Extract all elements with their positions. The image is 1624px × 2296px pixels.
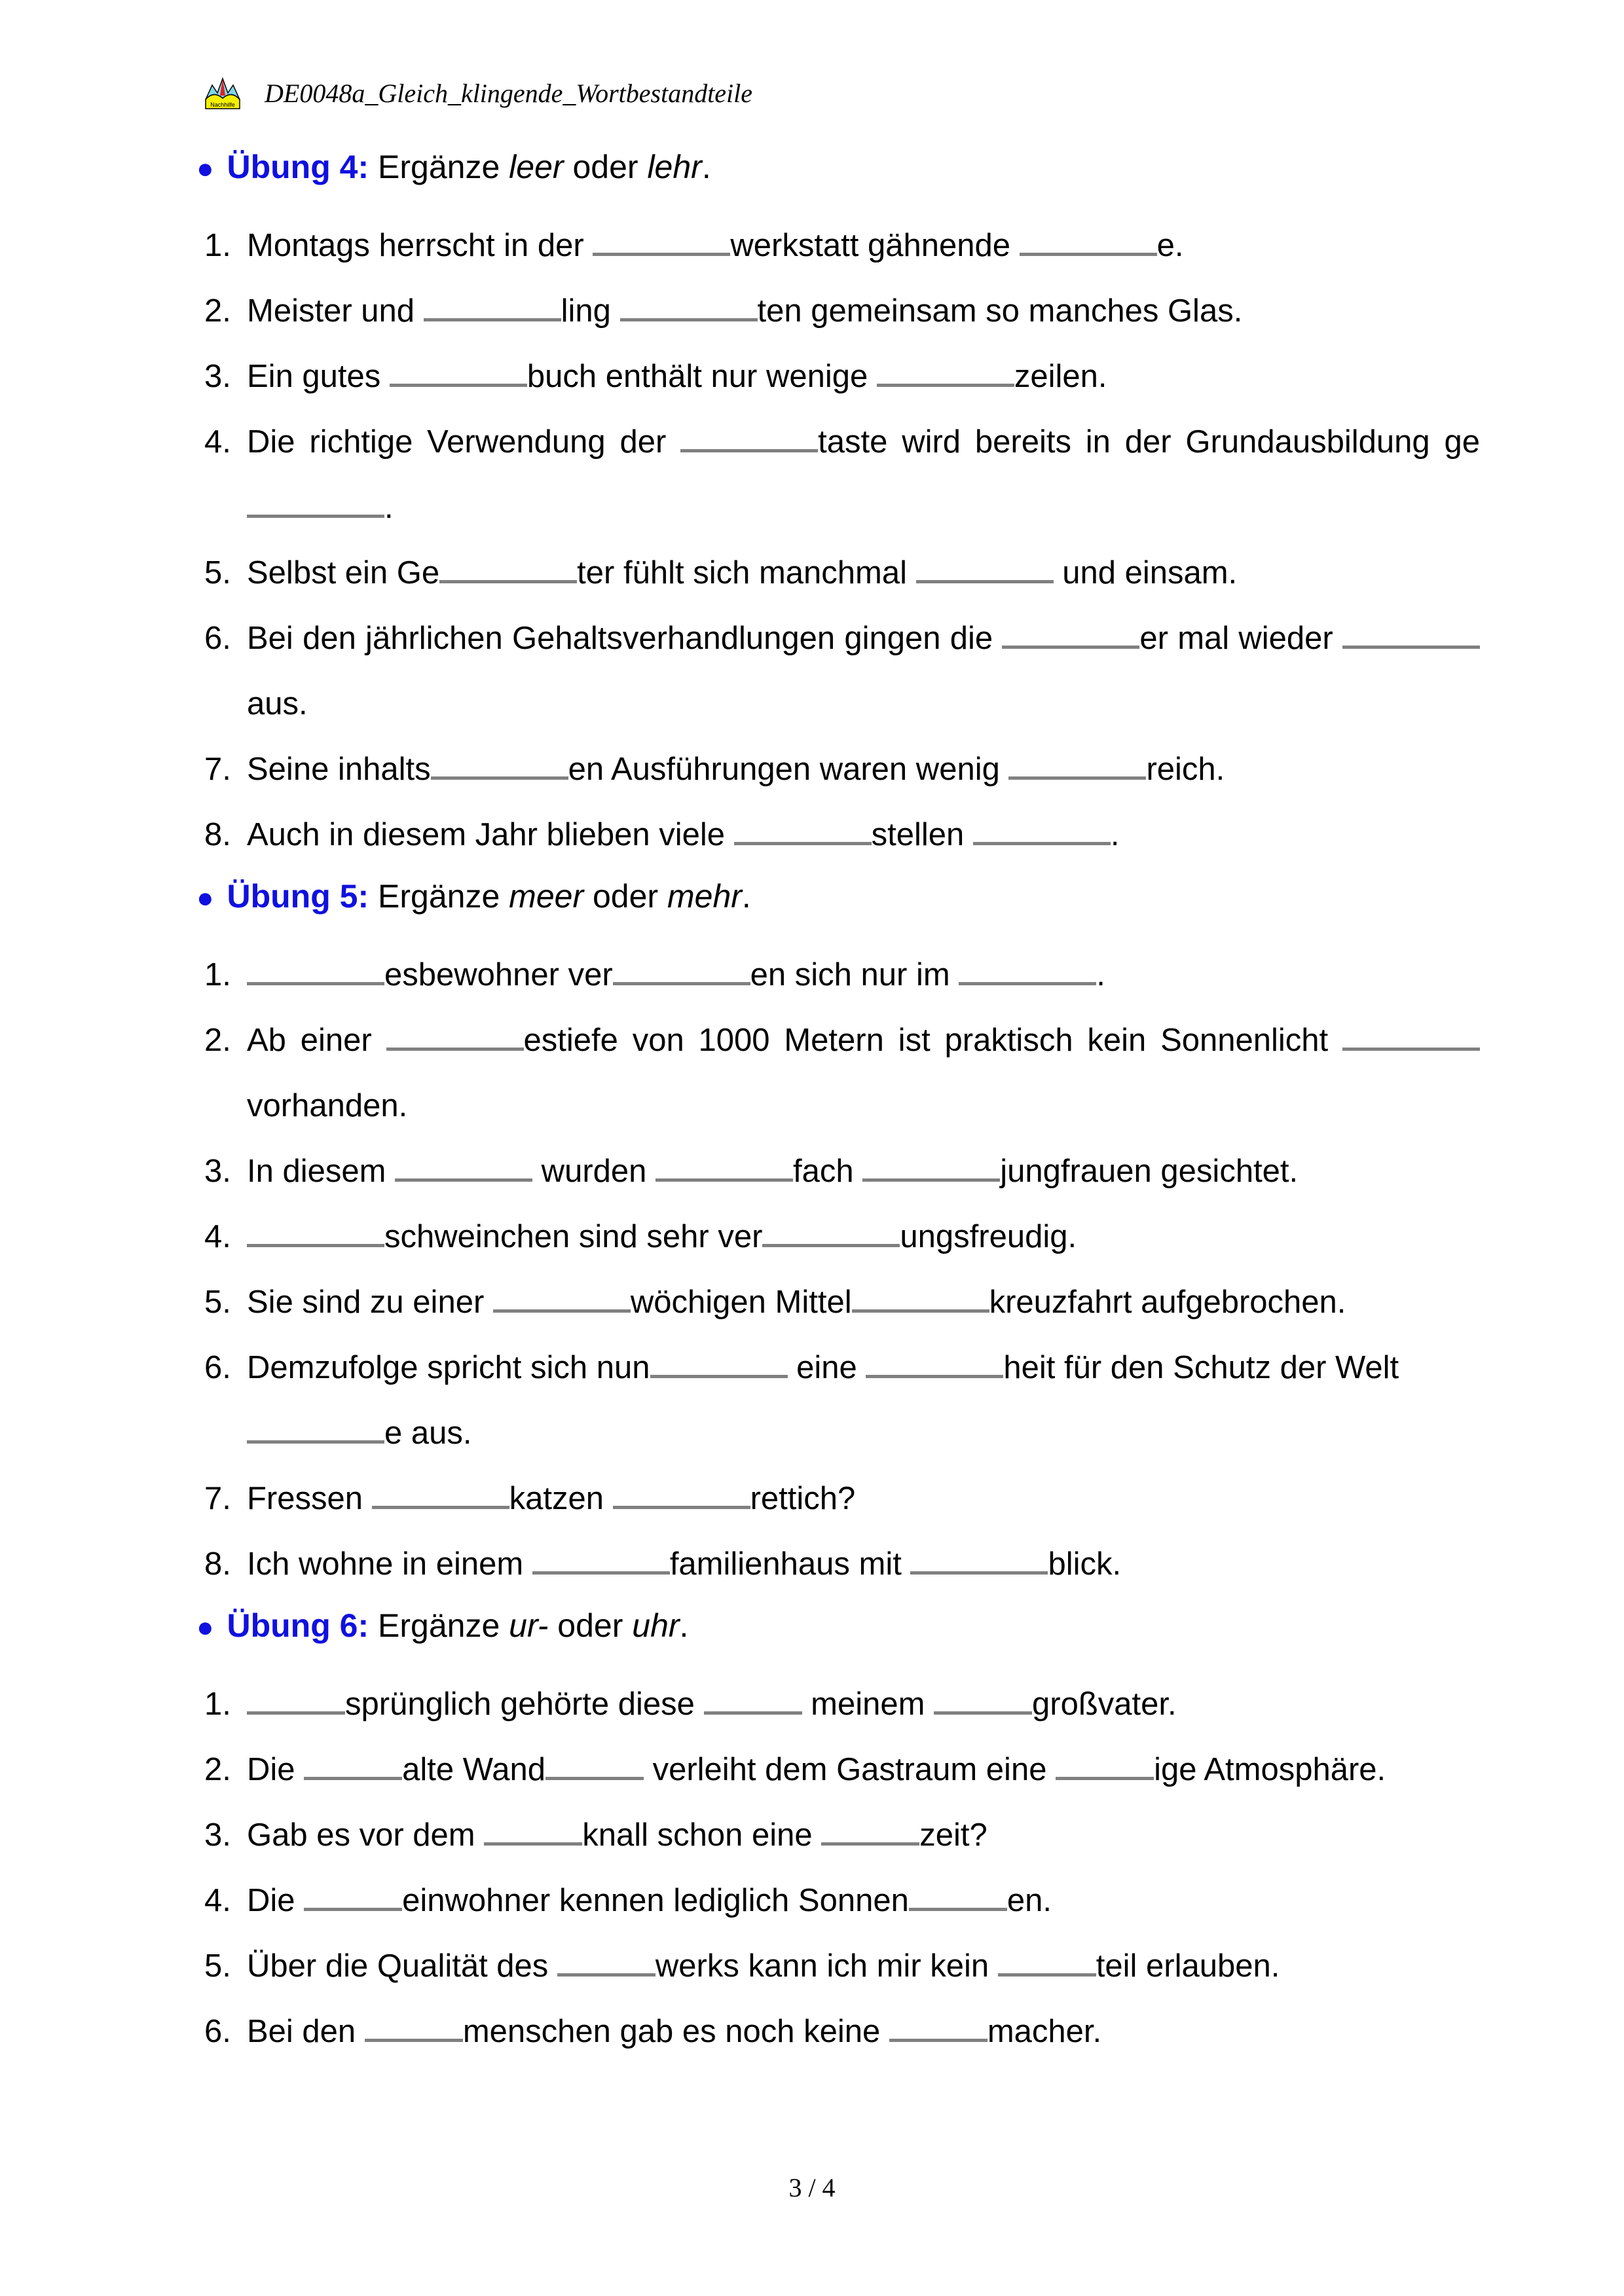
answer-blank[interactable] bbox=[593, 227, 730, 256]
item-number: 3. bbox=[204, 1154, 231, 1189]
exercise-item bbox=[196, 1802, 1480, 1868]
exercise-item bbox=[196, 737, 1480, 802]
item-text: einwohner kennen lediglich Sonnen bbox=[402, 1883, 909, 1918]
answer-blank[interactable] bbox=[545, 1751, 644, 1780]
exercise-item bbox=[196, 1466, 1480, 1531]
item-number: 1. bbox=[204, 1686, 231, 1722]
item-text: ten gemeinsam so manches Glas. bbox=[757, 293, 1243, 329]
answer-blank[interactable] bbox=[372, 1480, 509, 1509]
answer-blank[interactable] bbox=[866, 1349, 1003, 1378]
page-number: 3 / 4 bbox=[788, 2173, 836, 2202]
item-number: 7. bbox=[204, 1481, 231, 1516]
exercise-label: Übung 6: bbox=[227, 1607, 369, 1644]
item-text: Sie sind zu einer bbox=[247, 1285, 493, 1320]
exercise-item bbox=[196, 540, 1480, 606]
answer-blank[interactable] bbox=[852, 1283, 989, 1313]
page-header bbox=[204, 73, 752, 113]
option-one: ur- bbox=[509, 1607, 549, 1644]
answer-blank[interactable] bbox=[390, 357, 527, 387]
item-text: verleiht dem Gastraum eine bbox=[643, 1752, 1056, 1787]
instruction-text: Ergänze bbox=[378, 149, 500, 185]
item-text: alte Wand bbox=[402, 1752, 545, 1787]
item-number: 6. bbox=[204, 621, 231, 656]
exercise-section bbox=[196, 1606, 1480, 2064]
bullet-icon: ● bbox=[196, 153, 214, 185]
item-number: 6. bbox=[204, 1350, 231, 1385]
item-text: ungsfreudig. bbox=[900, 1219, 1077, 1254]
answer-blank[interactable] bbox=[704, 1685, 802, 1715]
answer-blank[interactable] bbox=[247, 1414, 384, 1444]
item-text: zeit? bbox=[919, 1817, 987, 1853]
item-text: heit für den Schutz der Welt bbox=[1003, 1350, 1399, 1385]
item-text: teil erlauben. bbox=[1096, 1948, 1280, 1984]
option-two: uhr bbox=[632, 1607, 680, 1644]
item-text: kreuzfahrt aufgebrochen. bbox=[989, 1285, 1346, 1320]
item-text: taste wird bereits in der Grundausbildung ge bbox=[818, 424, 1480, 460]
item-text: werkstatt gähnende bbox=[730, 228, 1020, 263]
answer-blank[interactable] bbox=[557, 1947, 655, 1977]
item-text: Fressen bbox=[247, 1481, 372, 1516]
nachhilfe-logo-icon bbox=[204, 76, 241, 110]
item-text: Über die Qualität des bbox=[247, 1948, 557, 1984]
exercise-item bbox=[196, 1139, 1480, 1204]
item-text: ling bbox=[561, 293, 620, 329]
item-text: Ab einer bbox=[247, 1023, 386, 1058]
item-text: Die bbox=[247, 1883, 304, 1918]
item-text: menschen gab es noch keine bbox=[462, 2014, 889, 2049]
exercise-item bbox=[196, 1204, 1480, 1269]
answer-blank[interactable] bbox=[304, 1882, 402, 1911]
item-text: und einsam. bbox=[1053, 555, 1238, 591]
exercise-item bbox=[196, 409, 1480, 540]
item-number: 3. bbox=[204, 1817, 231, 1853]
item-text: sprünglich gehörte diese bbox=[345, 1686, 704, 1722]
answer-blank[interactable] bbox=[395, 1152, 532, 1182]
worksheet-content bbox=[196, 147, 1480, 2073]
item-number: 4. bbox=[204, 424, 231, 460]
answer-blank[interactable] bbox=[484, 1816, 582, 1846]
item-text: en sich nur im bbox=[750, 957, 959, 993]
item-number: 8. bbox=[204, 1546, 231, 1582]
item-text: wurden bbox=[532, 1154, 655, 1189]
answer-blank[interactable] bbox=[424, 292, 561, 321]
item-number: 1. bbox=[204, 228, 231, 263]
answer-blank[interactable] bbox=[762, 1218, 900, 1247]
exercise-item bbox=[196, 1531, 1480, 1597]
item-text: Ein gutes bbox=[247, 359, 390, 394]
item-text: er mal wieder bbox=[1139, 621, 1342, 656]
item-text: en Ausführungen waren wenig bbox=[568, 752, 1009, 787]
item-text: aus. bbox=[247, 686, 308, 721]
item-text: großvater. bbox=[1032, 1686, 1177, 1722]
answer-blank[interactable] bbox=[1002, 619, 1139, 649]
answer-blank[interactable] bbox=[680, 423, 818, 452]
option-one: leer bbox=[509, 149, 564, 185]
answer-blank[interactable] bbox=[365, 2013, 463, 2042]
item-number: 2. bbox=[204, 1752, 231, 1787]
exercise-item bbox=[196, 213, 1480, 278]
document-title: DE0048a_Gleich_klingende_Wortbestandteile bbox=[265, 78, 753, 108]
exercise-item bbox=[196, 1269, 1480, 1335]
connector-text: oder bbox=[557, 1607, 623, 1644]
answer-blank[interactable] bbox=[1056, 1751, 1154, 1780]
item-text: ige Atmosphäre. bbox=[1154, 1752, 1386, 1787]
item-text: schweinchen sind sehr ver bbox=[384, 1219, 763, 1254]
item-text: Die bbox=[247, 1752, 304, 1787]
answer-blank[interactable] bbox=[431, 750, 568, 780]
exercise-heading bbox=[196, 877, 1480, 916]
item-text: vorhanden. bbox=[247, 1088, 408, 1123]
answer-blank[interactable] bbox=[1008, 750, 1146, 780]
connector-text: oder bbox=[593, 878, 659, 915]
answer-blank[interactable] bbox=[386, 1021, 524, 1051]
exercise-item bbox=[196, 1999, 1480, 2064]
item-number: 2. bbox=[204, 293, 231, 329]
item-text: katzen bbox=[509, 1481, 613, 1516]
item-text: en. bbox=[1006, 1883, 1052, 1918]
exercise-item bbox=[196, 1008, 1480, 1139]
item-number: 5. bbox=[204, 1285, 231, 1320]
item-number: 5. bbox=[204, 555, 231, 591]
answer-blank[interactable] bbox=[877, 357, 1014, 387]
item-text: zeilen. bbox=[1014, 359, 1107, 394]
item-text: Ich wohne in einem bbox=[247, 1546, 532, 1582]
bullet-icon: ● bbox=[196, 882, 214, 914]
answer-blank[interactable] bbox=[734, 816, 872, 845]
exercise-label: Übung 4: bbox=[227, 149, 369, 185]
answer-blank[interactable] bbox=[889, 2013, 987, 2042]
exercise-item bbox=[196, 1933, 1480, 1999]
answer-blank[interactable] bbox=[247, 488, 384, 518]
item-text: meinem bbox=[802, 1686, 934, 1722]
answer-blank[interactable] bbox=[1020, 227, 1157, 256]
answer-blank[interactable] bbox=[439, 554, 577, 583]
instruction-end: . bbox=[679, 1607, 689, 1644]
item-text: rettich? bbox=[750, 1481, 856, 1516]
bullet-icon: ● bbox=[196, 1611, 214, 1643]
item-text: familienhaus mit bbox=[669, 1546, 911, 1582]
exercise-item bbox=[196, 1737, 1480, 1802]
item-number: 3. bbox=[204, 359, 231, 394]
exercise-item bbox=[196, 1671, 1480, 1737]
answer-blank[interactable] bbox=[998, 1947, 1096, 1977]
item-number: 4. bbox=[204, 1883, 231, 1918]
item-text: Auch in diesem Jahr blieben viele bbox=[247, 817, 734, 852]
answer-blank[interactable] bbox=[247, 956, 384, 985]
item-text: macher. bbox=[987, 2014, 1102, 2049]
item-text: knall schon eine bbox=[582, 1817, 822, 1853]
item-text: eine bbox=[787, 1350, 866, 1385]
item-text: wöchigen Mittel bbox=[630, 1285, 852, 1320]
item-text: e. bbox=[1156, 228, 1184, 263]
answer-blank[interactable] bbox=[304, 1751, 402, 1780]
answer-blank[interactable] bbox=[493, 1283, 631, 1313]
item-text: . bbox=[1110, 817, 1120, 852]
answer-blank[interactable] bbox=[247, 1685, 345, 1715]
exercise-heading bbox=[196, 147, 1480, 187]
connector-text: oder bbox=[572, 149, 638, 185]
item-text: Bei den bbox=[247, 2014, 365, 2049]
item-text: Seine inhalts bbox=[247, 752, 431, 787]
item-text: Meister und bbox=[247, 293, 424, 329]
answer-blank[interactable] bbox=[909, 1882, 1007, 1911]
item-text: buch enthält nur wenige bbox=[526, 359, 877, 394]
exercise-item bbox=[196, 802, 1480, 867]
answer-blank[interactable] bbox=[650, 1349, 788, 1378]
item-text: fach bbox=[793, 1154, 863, 1189]
item-number: 2. bbox=[204, 1023, 231, 1058]
item-text: Demzufolge spricht sich nun bbox=[247, 1350, 650, 1385]
exercise-item bbox=[196, 1335, 1480, 1466]
item-text: blick. bbox=[1048, 1546, 1122, 1582]
item-text: . bbox=[384, 490, 394, 525]
exercise-item bbox=[196, 1868, 1480, 1933]
instruction-text: Ergänze bbox=[378, 1607, 500, 1644]
answer-blank[interactable] bbox=[916, 554, 1054, 583]
item-text: e aus. bbox=[384, 1415, 472, 1451]
item-text: stellen bbox=[871, 817, 973, 852]
item-text: Bei den jährlichen Gehaltsverhandlungen gingen die bbox=[247, 621, 1003, 656]
instruction-end: . bbox=[741, 878, 751, 915]
exercise-item bbox=[196, 942, 1480, 1008]
answer-blank[interactable] bbox=[620, 292, 758, 321]
exercise-item bbox=[196, 278, 1480, 344]
exercise-item bbox=[196, 606, 1480, 737]
item-text: In diesem bbox=[247, 1154, 396, 1189]
svg-text:Nachhilfe: Nachhilfe bbox=[210, 101, 235, 108]
item-text: . bbox=[1096, 957, 1105, 993]
item-text: estiefe von 1000 Metern ist praktisch kein Sonnenlicht bbox=[523, 1023, 1342, 1058]
answer-blank[interactable] bbox=[973, 816, 1111, 845]
item-number: 5. bbox=[204, 1948, 231, 1984]
answer-blank[interactable] bbox=[910, 1545, 1048, 1575]
answer-blank[interactable] bbox=[1342, 619, 1480, 649]
answer-blank[interactable] bbox=[247, 1218, 384, 1247]
option-two: lehr bbox=[647, 149, 702, 185]
item-text: Gab es vor dem bbox=[247, 1817, 485, 1853]
item-number: 7. bbox=[204, 752, 231, 787]
item-text: werks kann ich mir kein bbox=[655, 1948, 998, 1984]
answer-blank[interactable] bbox=[934, 1685, 1032, 1715]
answer-blank[interactable] bbox=[959, 956, 1096, 985]
item-number: 1. bbox=[204, 957, 231, 993]
exercise-section bbox=[196, 877, 1480, 1597]
option-two: mehr bbox=[667, 878, 742, 915]
answer-blank[interactable] bbox=[532, 1545, 670, 1575]
instruction-end: . bbox=[701, 149, 711, 185]
answer-blank[interactable] bbox=[821, 1816, 919, 1846]
option-one: meer bbox=[509, 878, 584, 915]
answer-blank[interactable] bbox=[1342, 1021, 1480, 1051]
item-text: Die richtige Verwendung der bbox=[247, 424, 681, 460]
item-number: 4. bbox=[204, 1219, 231, 1254]
instruction-text: Ergänze bbox=[378, 878, 500, 915]
answer-blank[interactable] bbox=[613, 956, 750, 985]
item-number: 6. bbox=[204, 2014, 231, 2049]
answer-blank[interactable] bbox=[655, 1152, 793, 1182]
exercise-item bbox=[196, 344, 1480, 409]
item-number: 8. bbox=[204, 817, 231, 852]
answer-blank[interactable] bbox=[862, 1152, 1000, 1182]
item-text: esbewohner ver bbox=[384, 957, 613, 993]
item-text: Selbst ein Ge bbox=[247, 555, 440, 591]
exercise-label: Übung 5: bbox=[227, 878, 369, 915]
item-text: ter fühlt sich manchmal bbox=[577, 555, 916, 591]
answer-blank[interactable] bbox=[613, 1480, 750, 1509]
exercise-heading bbox=[196, 1606, 1480, 1645]
item-text: Montags herrscht in der bbox=[247, 228, 593, 263]
item-text: reich. bbox=[1146, 752, 1225, 787]
exercise-section bbox=[196, 147, 1480, 867]
item-text: jungfrauen gesichtet. bbox=[1000, 1154, 1299, 1189]
